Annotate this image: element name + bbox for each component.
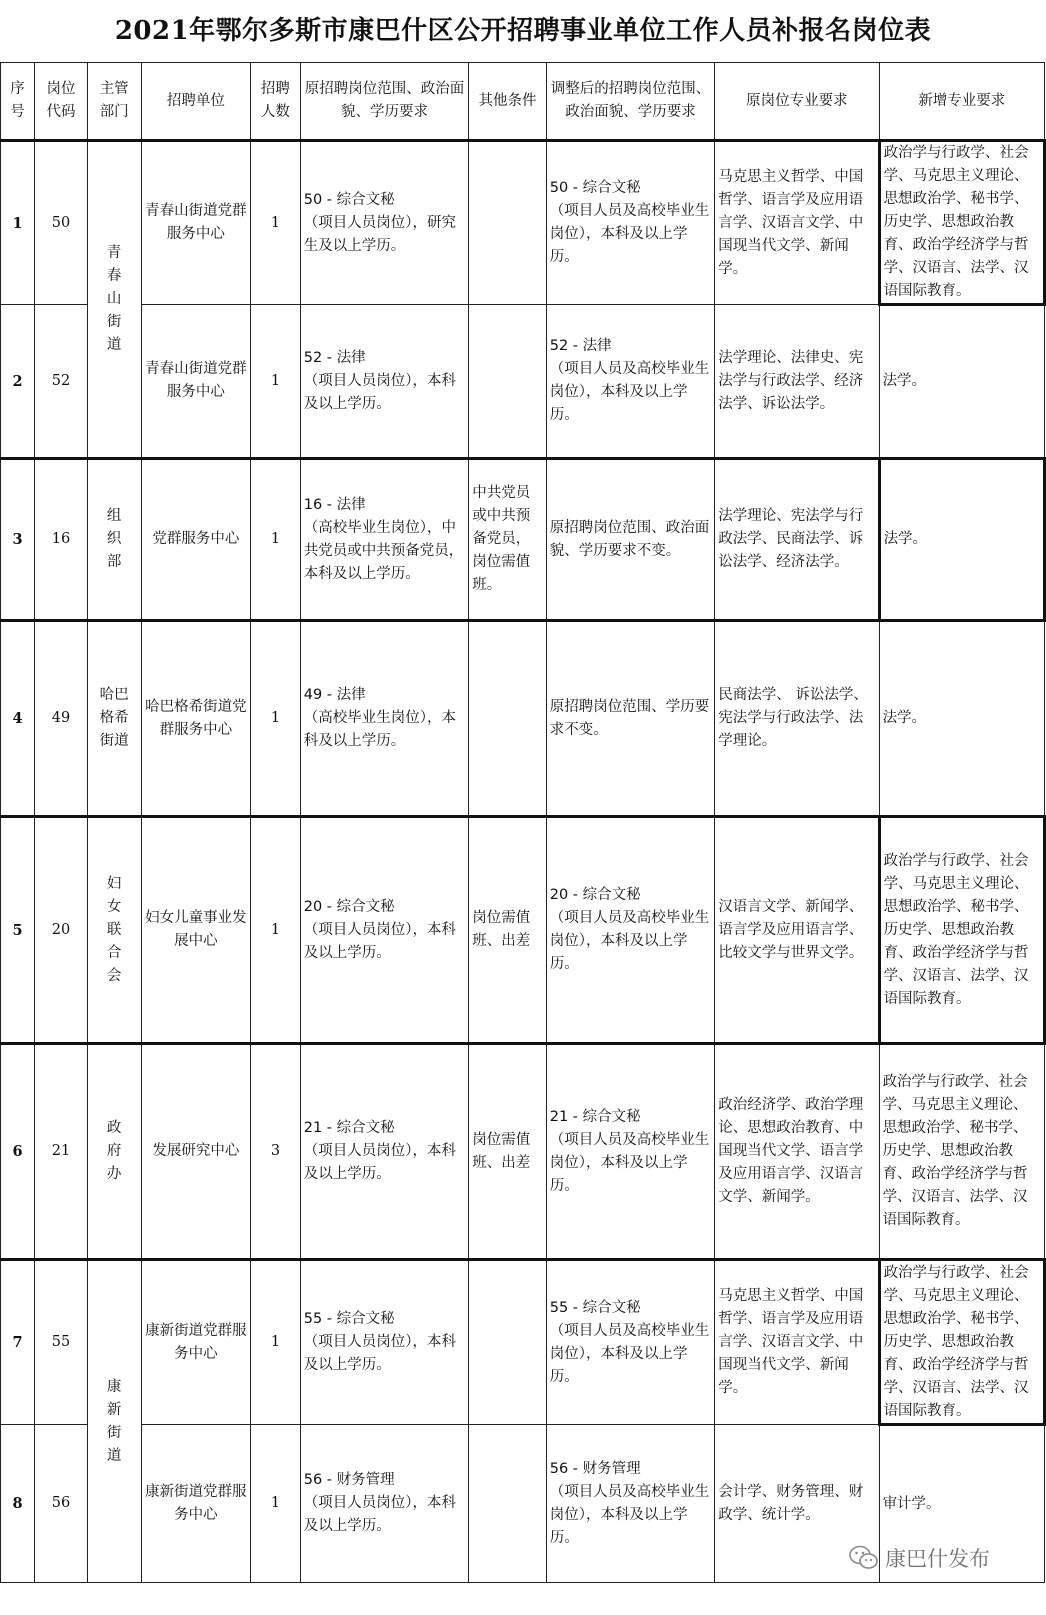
wechat-icon: [849, 1545, 879, 1571]
row-seq: 2: [1, 305, 35, 459]
row-unit: 哈巴格希街道党群服务中心: [141, 621, 251, 817]
row-orig-req: 52 - 法律 （项目人员岗位），本科及以上学历。: [300, 305, 468, 459]
row-unit: 发展研究中心: [141, 1044, 251, 1260]
watermark-text: 康巴什发布: [885, 1547, 990, 1571]
row-adj-req: 原招聘岗位范围、学历要求不变。: [546, 621, 714, 817]
row-orig-major: 法学理论、宪法学与行政法学、民商法学、诉讼法学、经济法学。: [715, 459, 879, 621]
row-other: [469, 141, 547, 305]
header-dept: 主管部门: [87, 63, 141, 141]
row-new-major: 法学。: [879, 459, 1044, 621]
row-new-major: 政治学与行政学、社会学、马克思主义理论、思想政治学、秘书学、历史学、思想政治教育、政治学经济学与哲学、汉语言、法学、汉语国际教育。: [879, 1260, 1044, 1425]
page-title: 2021年鄂尔多斯市康巴什区公开招聘事业单位工作人员补报名岗位表: [114, 16, 932, 46]
table-row: [1, 305, 1045, 459]
header-new-major: 新增专业要求: [879, 63, 1044, 141]
row-orig-major: 会计学、财务管理、财政学、统计学。: [715, 1425, 879, 1583]
row-new-major: 审计学。: [879, 1425, 1044, 1583]
watermark: [849, 1543, 990, 1573]
row-adj-req: 55 - 综合文秘 （项目人员及高校毕业生岗位），本科及以上学历。: [546, 1260, 714, 1425]
row-adj-req: 21 - 综合文秘 （项目人员及高校毕业生岗位），本科及以上学历。: [546, 1044, 714, 1260]
row-orig-req: 56 - 财务管理 （项目人员岗位），本科及以上学历。: [300, 1425, 468, 1583]
row-code: 56: [35, 1425, 88, 1583]
row-code: 52: [35, 305, 88, 459]
row-count: 1: [251, 1425, 301, 1583]
row-dept: 妇女联合会: [87, 817, 141, 1044]
row-new-major: 政治学与行政学、社会学、马克思主义理论、思想政治学、秘书学、历史学、思想政治教育、政治学经济学与哲学、汉语言、法学、汉语国际教育。: [879, 1044, 1044, 1260]
row-new-major: 法学。: [879, 621, 1044, 817]
row-other: [469, 1425, 547, 1583]
row-orig-major: 政治经济学、政治学理论、思想政治教育、中国现当代文学、语言学及应用语言学、汉语言文学、新闻学。: [715, 1044, 879, 1260]
row-orig-major: 马克思主义哲学、中国哲学、语言学及应用语言学、汉语言文学、中国现当代文学、新闻学。: [715, 1260, 879, 1425]
row-seq: 5: [1, 817, 35, 1044]
row-code: 49: [35, 621, 88, 817]
row-count: 1: [251, 459, 301, 621]
row-seq: 8: [1, 1425, 35, 1583]
row-seq: 4: [1, 621, 35, 817]
header-unit: 招聘单位: [141, 63, 251, 141]
row-dept: 哈巴格希街道: [87, 621, 141, 817]
row-new-major: 政治学与行政学、社会学、马克思主义理论、思想政治学、秘书学、历史学、思想政治教育、政治学经济学与哲学、汉语言、法学、汉语国际教育。: [879, 817, 1044, 1044]
table-header-row: [1, 63, 1045, 141]
table-row: [1, 1044, 1045, 1260]
row-unit: 康新街道党群服务中心: [141, 1425, 251, 1583]
row-count: 1: [251, 621, 301, 817]
header-orig-major: 原岗位专业要求: [715, 63, 879, 141]
row-count: 3: [251, 1044, 301, 1260]
row-code: 20: [35, 817, 88, 1044]
row-adj-req: 50 - 综合文秘 （项目人员及高校毕业生岗位），本科及以上学历。: [546, 141, 714, 305]
table-row: [1, 817, 1045, 1044]
row-dept: 政府办: [87, 1044, 141, 1260]
row-orig-req: 16 - 法律 （高校毕业生岗位），中共党员或中共预备党员，本科及以上学历。: [300, 459, 468, 621]
recruitment-table: [0, 62, 1046, 1583]
row-orig-major: 马克思主义哲学、中国哲学、语言学及应用语言学、汉语言文学、中国现当代文学、新闻学。: [715, 141, 879, 305]
header-other: 其他条件: [469, 63, 547, 141]
row-seq: 3: [1, 459, 35, 621]
row-unit: 青春山街道党群服务中心: [141, 305, 251, 459]
row-seq: 6: [1, 1044, 35, 1260]
row-unit: 青春山街道党群服务中心: [141, 141, 251, 305]
row-dept: 组织部: [87, 459, 141, 621]
row-count: 1: [251, 817, 301, 1044]
row-orig-req: 20 - 综合文秘 （项目人员岗位），本科及以上学历。: [300, 817, 468, 1044]
row-seq: 1: [1, 141, 35, 305]
header-orig-req: 原招聘岗位范围、政治面貌、学历要求: [300, 63, 468, 141]
row-adj-req: 56 - 财务管理 （项目人员及高校毕业生岗位），本科及以上学历。: [546, 1425, 714, 1583]
row-orig-major: 民商法学、 诉讼法学、宪法学与行政法学、法学理论。: [715, 621, 879, 817]
row-other: 岗位需值班、出差: [469, 1044, 547, 1260]
row-orig-major: 法学理论、法律史、宪法学与行政法学、经济法学、诉讼法学。: [715, 305, 879, 459]
row-count: 1: [251, 141, 301, 305]
row-seq: 7: [1, 1260, 35, 1425]
row-dept: 康新街道: [87, 1260, 141, 1583]
row-other: 中共党员或中共预备党员，岗位需值班。: [469, 459, 547, 621]
row-unit: 妇女儿童事业发展中心: [141, 817, 251, 1044]
row-code: 16: [35, 459, 88, 621]
table-row: [1, 141, 1045, 305]
row-adj-req: 20 - 综合文秘 （项目人员及高校毕业生岗位），本科及以上学历。: [546, 817, 714, 1044]
row-count: 1: [251, 305, 301, 459]
row-orig-req: 49 - 法律 （高校毕业生岗位），本科及以上学历。: [300, 621, 468, 817]
row-other: [469, 1260, 547, 1425]
header-seq: 序号: [1, 63, 35, 141]
row-other: 岗位需值班、出差: [469, 817, 547, 1044]
row-orig-req: 50 - 综合文秘 （项目人员岗位），研究生及以上学历。: [300, 141, 468, 305]
row-new-major: 法学。: [879, 305, 1044, 459]
table-row: [1, 621, 1045, 817]
row-adj-req: 原招聘岗位范围、政治面貌、学历要求不变。: [546, 459, 714, 621]
row-orig-req: 21 - 综合文秘 （项目人员岗位），本科及以上学历。: [300, 1044, 468, 1260]
row-dept: 青春山街道: [87, 141, 141, 459]
header-adj-req: 调整后的招聘岗位范围、政治面貌、学历要求: [546, 63, 714, 141]
row-new-major: 政治学与行政学、社会学、马克思主义理论、思想政治学、秘书学、历史学、思想政治教育、政治学经济学与哲学、汉语言、法学、汉语国际教育。: [879, 141, 1044, 305]
row-unit: 党群服务中心: [141, 459, 251, 621]
row-orig-major: 汉语言文学、新闻学、语言学及应用语言学、比较文学与世界文学。: [715, 817, 879, 1044]
row-adj-req: 52 - 法律 （项目人员及高校毕业生岗位），本科及以上学历。: [546, 305, 714, 459]
row-code: 50: [35, 141, 88, 305]
table-row: [1, 459, 1045, 621]
row-orig-req: 55 - 综合文秘 （项目人员岗位），本科及以上学历。: [300, 1260, 468, 1425]
header-count: 招聘人数: [251, 63, 301, 141]
table-row: [1, 1260, 1045, 1425]
row-code: 21: [35, 1044, 88, 1260]
row-other: [469, 305, 547, 459]
row-other: [469, 621, 547, 817]
row-unit: 康新街道党群服务中心: [141, 1260, 251, 1425]
row-code: 55: [35, 1260, 88, 1425]
row-count: 1: [251, 1260, 301, 1425]
header-code: 岗位代码: [35, 63, 88, 141]
